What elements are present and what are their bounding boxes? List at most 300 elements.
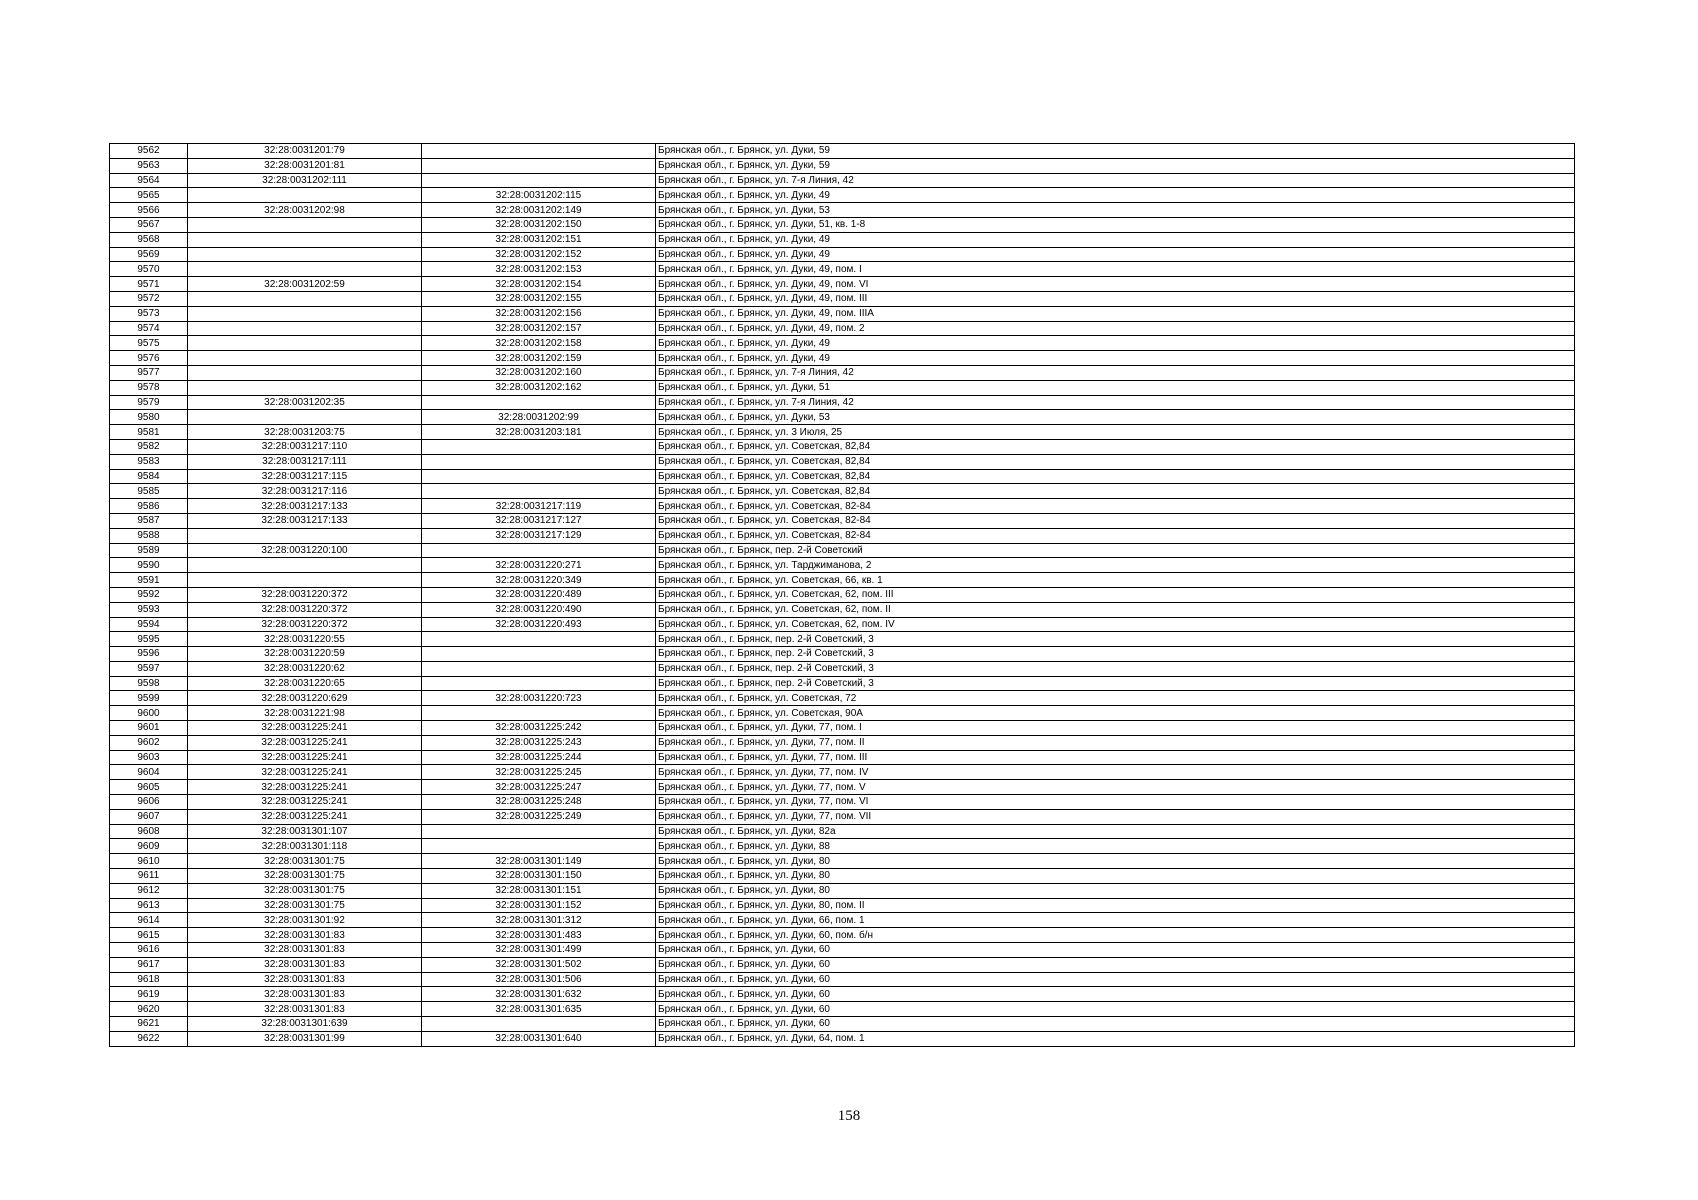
row-number-cell: 9582 <box>110 439 188 454</box>
address-cell: Брянская обл., г. Брянск, ул. Дуки, 77, пом. III <box>656 750 1575 765</box>
row-number-cell: 9589 <box>110 543 188 558</box>
object-cadastral-number-cell <box>422 647 656 662</box>
address-cell: Брянская обл., г. Брянск, ул. Дуки, 77, пом. IV <box>656 765 1575 780</box>
parcel-cadastral-number-cell <box>188 336 422 351</box>
object-cadastral-number-cell <box>422 439 656 454</box>
parcel-cadastral-number-cell <box>188 262 422 277</box>
object-cadastral-number-cell <box>422 173 656 188</box>
object-cadastral-number-cell: 32:28:0031217:119 <box>422 499 656 514</box>
address-cell: Брянская обл., г. Брянск, ул. 7-я Линия, 42 <box>656 365 1575 380</box>
address-cell: Брянская обл., г. Брянск, ул. Дуки, 80 <box>656 883 1575 898</box>
row-number-cell: 9563 <box>110 158 188 173</box>
address-cell: Брянская обл., г. Брянск, ул. Советская, 82-84 <box>656 528 1575 543</box>
row-number-cell: 9562 <box>110 144 188 159</box>
address-cell: Брянская обл., г. Брянск, ул. Советская, 62, пом. IV <box>656 617 1575 632</box>
object-cadastral-number-cell <box>422 632 656 647</box>
parcel-cadastral-number-cell: 32:28:0031225:241 <box>188 780 422 795</box>
row-number-cell: 9618 <box>110 972 188 987</box>
row-number-cell: 9610 <box>110 854 188 869</box>
row-number-cell: 9577 <box>110 365 188 380</box>
row-number-cell: 9614 <box>110 913 188 928</box>
address-cell: Брянская обл., г. Брянск, ул. Дуки, 77, пом. I <box>656 721 1575 736</box>
address-cell: Брянская обл., г. Брянск, ул. Советская, 82,84 <box>656 469 1575 484</box>
parcel-cadastral-number-cell: 32:28:0031221:98 <box>188 706 422 721</box>
address-cell: Брянская обл., г. Брянск, ул. 7-я Линия, 42 <box>656 173 1575 188</box>
table-row <box>110 632 1575 647</box>
address-cell: Брянская обл., г. Брянск, ул. Дуки, 60 <box>656 957 1575 972</box>
row-number-cell: 9591 <box>110 573 188 588</box>
address-cell: Брянская обл., г. Брянск, ул. Советская, 72 <box>656 691 1575 706</box>
parcel-cadastral-number-cell: 32:28:0031301:83 <box>188 957 422 972</box>
table-row <box>110 380 1575 395</box>
parcel-cadastral-number-cell <box>188 188 422 203</box>
address-cell: Брянская обл., г. Брянск, ул. Дуки, 49 <box>656 232 1575 247</box>
address-cell: Брянская обл., г. Брянск, ул. Дуки, 77, пом. VI <box>656 795 1575 810</box>
table-row <box>110 573 1575 588</box>
address-cell: Брянская обл., г. Брянск, ул. Советская, 82,84 <box>656 454 1575 469</box>
table-row <box>110 1017 1575 1032</box>
table-row <box>110 454 1575 469</box>
object-cadastral-number-cell: 32:28:0031202:115 <box>422 188 656 203</box>
row-number-cell: 9601 <box>110 721 188 736</box>
object-cadastral-number-cell: 32:28:0031301:635 <box>422 1002 656 1017</box>
parcel-cadastral-number-cell: 32:28:0031201:81 <box>188 158 422 173</box>
parcel-cadastral-number-cell <box>188 321 422 336</box>
address-cell: Брянская обл., г. Брянск, ул. Дуки, 59 <box>656 144 1575 159</box>
object-cadastral-number-cell: 32:28:0031225:243 <box>422 735 656 750</box>
object-cadastral-number-cell <box>422 543 656 558</box>
parcel-cadastral-number-cell <box>188 410 422 425</box>
object-cadastral-number-cell: 32:28:0031301:483 <box>422 928 656 943</box>
table-row <box>110 232 1575 247</box>
object-cadastral-number-cell <box>422 661 656 676</box>
table-row <box>110 543 1575 558</box>
address-cell: Брянская обл., г. Брянск, ул. 3 Июля, 25 <box>656 425 1575 440</box>
table-row <box>110 706 1575 721</box>
parcel-cadastral-number-cell <box>188 573 422 588</box>
object-cadastral-number-cell: 32:28:0031220:271 <box>422 558 656 573</box>
row-number-cell: 9566 <box>110 203 188 218</box>
table-row <box>110 351 1575 366</box>
table-row <box>110 943 1575 958</box>
object-cadastral-number-cell: 32:28:0031202:158 <box>422 336 656 351</box>
object-cadastral-number-cell <box>422 144 656 159</box>
table-row <box>110 898 1575 913</box>
object-cadastral-number-cell: 32:28:0031225:249 <box>422 809 656 824</box>
row-number-cell: 9596 <box>110 647 188 662</box>
object-cadastral-number-cell: 32:28:0031225:244 <box>422 750 656 765</box>
table-row <box>110 750 1575 765</box>
row-number-cell: 9599 <box>110 691 188 706</box>
object-cadastral-number-cell: 32:28:0031202:155 <box>422 291 656 306</box>
row-number-cell: 9592 <box>110 587 188 602</box>
object-cadastral-number-cell: 32:28:0031220:489 <box>422 587 656 602</box>
table-row <box>110 484 1575 499</box>
address-cell: Брянская обл., г. Брянск, ул. Дуки, 77, пом. V <box>656 780 1575 795</box>
parcel-cadastral-number-cell: 32:28:0031301:118 <box>188 839 422 854</box>
address-cell: Брянская обл., г. Брянск, ул. Советская, 82,84 <box>656 439 1575 454</box>
address-cell: Брянская обл., г. Брянск, ул. Дуки, 49, пом. III <box>656 291 1575 306</box>
row-number-cell: 9572 <box>110 291 188 306</box>
table-row <box>110 602 1575 617</box>
row-number-cell: 9605 <box>110 780 188 795</box>
parcel-cadastral-number-cell: 32:28:0031301:92 <box>188 913 422 928</box>
address-cell: Брянская обл., г. Брянск, пер. 2-й Советский, 3 <box>656 647 1575 662</box>
address-cell: Брянская обл., г. Брянск, ул. Дуки, 59 <box>656 158 1575 173</box>
parcel-cadastral-number-cell: 32:28:0031202:59 <box>188 277 422 292</box>
table-row <box>110 913 1575 928</box>
address-cell: Брянская обл., г. Брянск, ул. Дуки, 60 <box>656 943 1575 958</box>
object-cadastral-number-cell: 32:28:0031220:493 <box>422 617 656 632</box>
object-cadastral-number-cell: 32:28:0031202:153 <box>422 262 656 277</box>
parcel-cadastral-number-cell: 32:28:0031301:83 <box>188 928 422 943</box>
table-row <box>110 558 1575 573</box>
object-cadastral-number-cell: 32:28:0031202:159 <box>422 351 656 366</box>
parcel-cadastral-number-cell <box>188 217 422 232</box>
parcel-cadastral-number-cell: 32:28:0031220:59 <box>188 647 422 662</box>
row-number-cell: 9594 <box>110 617 188 632</box>
address-cell: Брянская обл., г. Брянск, пер. 2-й Советский <box>656 543 1575 558</box>
parcel-cadastral-number-cell: 32:28:0031217:110 <box>188 439 422 454</box>
object-cadastral-number-cell: 32:28:0031301:312 <box>422 913 656 928</box>
parcel-cadastral-number-cell: 32:28:0031217:115 <box>188 469 422 484</box>
parcel-cadastral-number-cell <box>188 558 422 573</box>
table-row <box>110 499 1575 514</box>
parcel-cadastral-number-cell: 32:28:0031220:100 <box>188 543 422 558</box>
parcel-cadastral-number-cell: 32:28:0031301:75 <box>188 898 422 913</box>
row-number-cell: 9617 <box>110 957 188 972</box>
object-cadastral-number-cell: 32:28:0031301:632 <box>422 987 656 1002</box>
parcel-cadastral-number-cell: 32:28:0031225:241 <box>188 735 422 750</box>
table-row <box>110 365 1575 380</box>
parcel-cadastral-number-cell: 32:28:0031217:116 <box>188 484 422 499</box>
row-number-cell: 9619 <box>110 987 188 1002</box>
table-row <box>110 291 1575 306</box>
table-row <box>110 277 1575 292</box>
row-number-cell: 9568 <box>110 232 188 247</box>
row-number-cell: 9569 <box>110 247 188 262</box>
address-cell: Брянская обл., г. Брянск, пер. 2-й Советский, 3 <box>656 632 1575 647</box>
address-cell: Брянская обл., г. Брянск, ул. Дуки, 82а <box>656 824 1575 839</box>
address-cell: Брянская обл., г. Брянск, ул. Дуки, 51, кв. 1-8 <box>656 217 1575 232</box>
parcel-cadastral-number-cell <box>188 380 422 395</box>
table-row <box>110 336 1575 351</box>
table-row <box>110 928 1575 943</box>
object-cadastral-number-cell: 32:28:0031301:150 <box>422 869 656 884</box>
address-cell: Брянская обл., г. Брянск, ул. Дуки, 49 <box>656 351 1575 366</box>
row-number-cell: 9565 <box>110 188 188 203</box>
object-cadastral-number-cell: 32:28:0031301:149 <box>422 854 656 869</box>
row-number-cell: 9615 <box>110 928 188 943</box>
table-row <box>110 247 1575 262</box>
row-number-cell: 9593 <box>110 602 188 617</box>
row-number-cell: 9588 <box>110 528 188 543</box>
registry-table <box>109 143 1575 1047</box>
address-cell: Брянская обл., г. Брянск, ул. Дуки, 53 <box>656 203 1575 218</box>
parcel-cadastral-number-cell <box>188 365 422 380</box>
parcel-cadastral-number-cell: 32:28:0031220:372 <box>188 602 422 617</box>
address-cell: Брянская обл., г. Брянск, пер. 2-й Советский, 3 <box>656 661 1575 676</box>
parcel-cadastral-number-cell <box>188 232 422 247</box>
address-cell: Брянская обл., г. Брянск, ул. Дуки, 77, пом. II <box>656 735 1575 750</box>
object-cadastral-number-cell: 32:28:0031301:499 <box>422 943 656 958</box>
parcel-cadastral-number-cell: 32:28:0031301:83 <box>188 972 422 987</box>
parcel-cadastral-number-cell: 32:28:0031225:241 <box>188 765 422 780</box>
table-row <box>110 306 1575 321</box>
parcel-cadastral-number-cell <box>188 351 422 366</box>
object-cadastral-number-cell: 32:28:0031203:181 <box>422 425 656 440</box>
parcel-cadastral-number-cell: 32:28:0031220:629 <box>188 691 422 706</box>
object-cadastral-number-cell: 32:28:0031202:157 <box>422 321 656 336</box>
parcel-cadastral-number-cell: 32:28:0031225:241 <box>188 809 422 824</box>
parcel-cadastral-number-cell <box>188 306 422 321</box>
parcel-cadastral-number-cell <box>188 528 422 543</box>
parcel-cadastral-number-cell: 32:28:0031217:133 <box>188 513 422 528</box>
row-number-cell: 9575 <box>110 336 188 351</box>
address-cell: Брянская обл., г. Брянск, ул. 7-я Линия, 42 <box>656 395 1575 410</box>
table-row <box>110 839 1575 854</box>
object-cadastral-number-cell: 32:28:0031217:127 <box>422 513 656 528</box>
address-cell: Брянская обл., г. Брянск, ул. Дуки, 49 <box>656 188 1575 203</box>
row-number-cell: 9585 <box>110 484 188 499</box>
address-cell: Брянская обл., г. Брянск, ул. Дуки, 80 <box>656 869 1575 884</box>
row-number-cell: 9570 <box>110 262 188 277</box>
object-cadastral-number-cell: 32:28:0031220:349 <box>422 573 656 588</box>
row-number-cell: 9607 <box>110 809 188 824</box>
table-row <box>110 262 1575 277</box>
object-cadastral-number-cell: 32:28:0031225:245 <box>422 765 656 780</box>
parcel-cadastral-number-cell: 32:28:0031225:241 <box>188 750 422 765</box>
table-row <box>110 735 1575 750</box>
row-number-cell: 9621 <box>110 1017 188 1032</box>
row-number-cell: 9604 <box>110 765 188 780</box>
address-cell: Брянская обл., г. Брянск, ул. Дуки, 64, пом. 1 <box>656 1031 1575 1046</box>
table-row <box>110 795 1575 810</box>
table-row <box>110 469 1575 484</box>
parcel-cadastral-number-cell: 32:28:0031225:241 <box>188 721 422 736</box>
row-number-cell: 9597 <box>110 661 188 676</box>
object-cadastral-number-cell <box>422 706 656 721</box>
parcel-cadastral-number-cell <box>188 291 422 306</box>
object-cadastral-number-cell: 32:28:0031202:162 <box>422 380 656 395</box>
row-number-cell: 9606 <box>110 795 188 810</box>
object-cadastral-number-cell <box>422 395 656 410</box>
table-row <box>110 987 1575 1002</box>
parcel-cadastral-number-cell: 32:28:0031220:65 <box>188 676 422 691</box>
object-cadastral-number-cell <box>422 824 656 839</box>
address-cell: Брянская обл., г. Брянск, ул. Дуки, 49 <box>656 336 1575 351</box>
address-cell: Брянская обл., г. Брянск, ул. Дуки, 49, пом. 2 <box>656 321 1575 336</box>
row-number-cell: 9609 <box>110 839 188 854</box>
parcel-cadastral-number-cell: 32:28:0031201:79 <box>188 144 422 159</box>
table-row <box>110 809 1575 824</box>
address-cell: Брянская обл., г. Брянск, ул. Советская, 62, пом. III <box>656 587 1575 602</box>
table-row <box>110 425 1575 440</box>
address-cell: Брянская обл., г. Брянск, ул. Дуки, 80, пом. II <box>656 898 1575 913</box>
parcel-cadastral-number-cell: 32:28:0031217:111 <box>188 454 422 469</box>
row-number-cell: 9622 <box>110 1031 188 1046</box>
row-number-cell: 9602 <box>110 735 188 750</box>
address-cell: Брянская обл., г. Брянск, ул. Дуки, 49, пом. IIIA <box>656 306 1575 321</box>
object-cadastral-number-cell: 32:28:0031202:160 <box>422 365 656 380</box>
address-cell: Брянская обл., г. Брянск, ул. Дуки, 60 <box>656 972 1575 987</box>
address-cell: Брянская обл., г. Брянск, ул. Дуки, 77, пом. VII <box>656 809 1575 824</box>
parcel-cadastral-number-cell: 32:28:0031301:83 <box>188 987 422 1002</box>
row-number-cell: 9608 <box>110 824 188 839</box>
table-row <box>110 158 1575 173</box>
object-cadastral-number-cell: 32:28:0031301:506 <box>422 972 656 987</box>
object-cadastral-number-cell: 32:28:0031202:154 <box>422 277 656 292</box>
object-cadastral-number-cell: 32:28:0031301:152 <box>422 898 656 913</box>
object-cadastral-number-cell: 32:28:0031301:502 <box>422 957 656 972</box>
object-cadastral-number-cell: 32:28:0031225:247 <box>422 780 656 795</box>
parcel-cadastral-number-cell: 32:28:0031301:75 <box>188 854 422 869</box>
table-row <box>110 854 1575 869</box>
row-number-cell: 9603 <box>110 750 188 765</box>
address-cell: Брянская обл., г. Брянск, ул. Советская, 66, кв. 1 <box>656 573 1575 588</box>
row-number-cell: 9595 <box>110 632 188 647</box>
object-cadastral-number-cell <box>422 676 656 691</box>
row-number-cell: 9612 <box>110 883 188 898</box>
address-cell: Брянская обл., г. Брянск, ул. Советская, 82-84 <box>656 513 1575 528</box>
parcel-cadastral-number-cell: 32:28:0031202:35 <box>188 395 422 410</box>
table-row <box>110 173 1575 188</box>
address-cell: Брянская обл., г. Брянск, ул. Дуки, 49, пом. I <box>656 262 1575 277</box>
object-cadastral-number-cell: 32:28:0031225:242 <box>422 721 656 736</box>
address-cell: Брянская обл., г. Брянск, ул. Дуки, 66, пом. 1 <box>656 913 1575 928</box>
table-row <box>110 691 1575 706</box>
row-number-cell: 9598 <box>110 676 188 691</box>
table-row <box>110 439 1575 454</box>
row-number-cell: 9600 <box>110 706 188 721</box>
row-number-cell: 9579 <box>110 395 188 410</box>
row-number-cell: 9611 <box>110 869 188 884</box>
parcel-cadastral-number-cell: 32:28:0031220:62 <box>188 661 422 676</box>
row-number-cell: 9564 <box>110 173 188 188</box>
row-number-cell: 9616 <box>110 943 188 958</box>
table-row <box>110 217 1575 232</box>
table-row <box>110 1002 1575 1017</box>
row-number-cell: 9578 <box>110 380 188 395</box>
parcel-cadastral-number-cell: 32:28:0031301:639 <box>188 1017 422 1032</box>
address-cell: Брянская обл., г. Брянск, пер. 2-й Советский, 3 <box>656 676 1575 691</box>
address-cell: Брянская обл., г. Брянск, ул. Дуки, 53 <box>656 410 1575 425</box>
table-row <box>110 780 1575 795</box>
object-cadastral-number-cell: 32:28:0031217:129 <box>422 528 656 543</box>
table-row <box>110 765 1575 780</box>
object-cadastral-number-cell: 32:28:0031220:723 <box>422 691 656 706</box>
row-number-cell: 9587 <box>110 513 188 528</box>
object-cadastral-number-cell: 32:28:0031202:150 <box>422 217 656 232</box>
object-cadastral-number-cell <box>422 484 656 499</box>
parcel-cadastral-number-cell: 32:28:0031220:55 <box>188 632 422 647</box>
table-row <box>110 972 1575 987</box>
table-row <box>110 321 1575 336</box>
object-cadastral-number-cell <box>422 1017 656 1032</box>
table-row <box>110 869 1575 884</box>
object-cadastral-number-cell: 32:28:0031202:149 <box>422 203 656 218</box>
row-number-cell: 9590 <box>110 558 188 573</box>
parcel-cadastral-number-cell: 32:28:0031301:75 <box>188 869 422 884</box>
address-cell: Брянская обл., г. Брянск, ул. Советская, 62, пом. II <box>656 602 1575 617</box>
object-cadastral-number-cell <box>422 469 656 484</box>
object-cadastral-number-cell: 32:28:0031202:151 <box>422 232 656 247</box>
parcel-cadastral-number-cell: 32:28:0031301:75 <box>188 883 422 898</box>
address-cell: Брянская обл., г. Брянск, ул. Советская, 82,84 <box>656 484 1575 499</box>
table-row <box>110 824 1575 839</box>
row-number-cell: 9581 <box>110 425 188 440</box>
object-cadastral-number-cell <box>422 158 656 173</box>
page-number: 158 <box>837 1108 861 1124</box>
address-cell: Брянская обл., г. Брянск, ул. Дуки, 49 <box>656 247 1575 262</box>
table-row <box>110 203 1575 218</box>
object-cadastral-number-cell: 32:28:0031220:490 <box>422 602 656 617</box>
parcel-cadastral-number-cell: 32:28:0031301:107 <box>188 824 422 839</box>
table-row <box>110 144 1575 159</box>
row-number-cell: 9573 <box>110 306 188 321</box>
address-cell: Брянская обл., г. Брянск, ул. Дуки, 60 <box>656 1002 1575 1017</box>
parcel-cadastral-number-cell: 32:28:0031301:99 <box>188 1031 422 1046</box>
row-number-cell: 9584 <box>110 469 188 484</box>
address-cell: Брянская обл., г. Брянск, ул. Дуки, 88 <box>656 839 1575 854</box>
object-cadastral-number-cell: 32:28:0031202:152 <box>422 247 656 262</box>
row-number-cell: 9613 <box>110 898 188 913</box>
row-number-cell: 9576 <box>110 351 188 366</box>
address-cell: Брянская обл., г. Брянск, ул. Тарджиманова, 2 <box>656 558 1575 573</box>
object-cadastral-number-cell: 32:28:0031301:151 <box>422 883 656 898</box>
table-row <box>110 1031 1575 1046</box>
parcel-cadastral-number-cell: 32:28:0031220:372 <box>188 617 422 632</box>
parcel-cadastral-number-cell: 32:28:0031202:98 <box>188 203 422 218</box>
table-row <box>110 188 1575 203</box>
table-row <box>110 957 1575 972</box>
address-cell: Брянская обл., г. Брянск, ул. Дуки, 51 <box>656 380 1575 395</box>
address-cell: Брянская обл., г. Брянск, ул. Дуки, 60, пом. б/н <box>656 928 1575 943</box>
row-number-cell: 9586 <box>110 499 188 514</box>
parcel-cadastral-number-cell <box>188 247 422 262</box>
row-number-cell: 9580 <box>110 410 188 425</box>
object-cadastral-number-cell <box>422 839 656 854</box>
table-row <box>110 883 1575 898</box>
address-cell: Брянская обл., г. Брянск, ул. Советская, 82-84 <box>656 499 1575 514</box>
object-cadastral-number-cell: 32:28:0031202:156 <box>422 306 656 321</box>
parcel-cadastral-number-cell: 32:28:0031225:241 <box>188 795 422 810</box>
parcel-cadastral-number-cell: 32:28:0031203:75 <box>188 425 422 440</box>
table-row <box>110 647 1575 662</box>
parcel-cadastral-number-cell: 32:28:0031202:111 <box>188 173 422 188</box>
parcel-cadastral-number-cell: 32:28:0031220:372 <box>188 587 422 602</box>
address-cell: Брянская обл., г. Брянск, ул. Дуки, 60 <box>656 1017 1575 1032</box>
parcel-cadastral-number-cell: 32:28:0031301:83 <box>188 1002 422 1017</box>
row-number-cell: 9574 <box>110 321 188 336</box>
parcel-cadastral-number-cell: 32:28:0031301:83 <box>188 943 422 958</box>
table-row <box>110 410 1575 425</box>
address-cell: Брянская обл., г. Брянск, ул. Дуки, 49, пом. VI <box>656 277 1575 292</box>
registry-table-body <box>110 144 1575 1047</box>
row-number-cell: 9567 <box>110 217 188 232</box>
table-row <box>110 395 1575 410</box>
row-number-cell: 9583 <box>110 454 188 469</box>
address-cell: Брянская обл., г. Брянск, ул. Дуки, 60 <box>656 987 1575 1002</box>
address-cell: Брянская обл., г. Брянск, ул. Дуки, 80 <box>656 854 1575 869</box>
object-cadastral-number-cell <box>422 454 656 469</box>
table-row <box>110 676 1575 691</box>
object-cadastral-number-cell: 32:28:0031202:99 <box>422 410 656 425</box>
object-cadastral-number-cell: 32:28:0031225:248 <box>422 795 656 810</box>
row-number-cell: 9620 <box>110 1002 188 1017</box>
table-row <box>110 617 1575 632</box>
row-number-cell: 9571 <box>110 277 188 292</box>
